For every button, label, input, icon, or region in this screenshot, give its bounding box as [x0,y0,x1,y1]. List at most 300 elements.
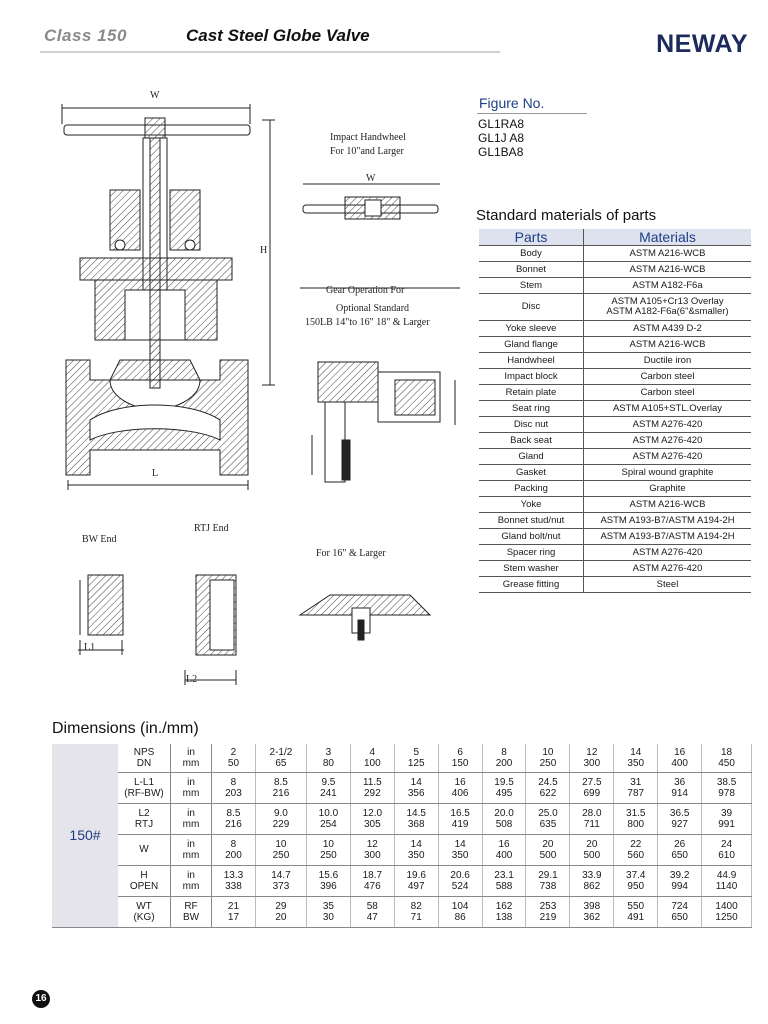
dimension-value-line: 82 [410,900,422,912]
dimension-value [438,803,482,834]
dimension-value [526,744,570,772]
dimension-value [614,772,658,803]
dimension-value-line: 978 [718,787,735,799]
dimension-value-line: 24 [720,838,733,850]
dimension-value-line: 18.7 [362,869,383,881]
part-material [584,294,752,321]
dimension-value-line: 950 [627,880,645,892]
dimension-value [526,896,570,927]
dimension-value-line: 14 [410,776,422,788]
dimension-value [482,896,526,927]
dimension-value-line: 86 [454,911,466,923]
dimension-value-line: 398 [583,900,601,912]
dimension-value [255,865,306,896]
part-material [584,577,752,593]
dimension-value-line: 14 [410,838,422,850]
dimension-value-line: 20.0 [494,807,514,819]
dimension-value-line: 8 [501,746,507,758]
dimension-label [118,803,171,834]
dimension-value [394,834,438,865]
dimension-value-line: 150 [451,757,469,769]
dimension-value [438,896,482,927]
figure-no-item: GL1J A8 [478,131,525,145]
part-name: Handwheel [479,353,584,369]
part-material [584,321,752,337]
dimension-label-line: NPS [133,746,155,758]
part-material [584,529,752,545]
part-material-line: ASTM A216-WCB [629,247,706,259]
dimension-value-line: 497 [407,880,425,892]
dimension-value-line: 24.5 [538,776,558,788]
part-material [584,497,752,513]
dimension-value-line: 47 [366,911,378,923]
dimension-label-line: OPEN [129,880,159,892]
dim-l2-label: L2 [186,674,198,685]
part-material-line: Ductile iron [643,354,692,366]
dimension-value-line: 8.5 [273,776,288,788]
dimension-value-line: 104 [451,900,469,912]
part-name: Stem washer [479,561,584,577]
part-name: Gland [479,449,584,465]
dimension-unit [171,834,212,865]
dimension-value-line: 16 [454,776,466,788]
dimension-value-line: 500 [539,849,557,861]
dimension-value [350,772,394,803]
dimension-value [350,803,394,834]
dimension-value [702,896,752,927]
materials-title: Standard materials of parts [476,207,657,224]
part-material-line: ASTM A276-420 [632,418,703,430]
dimension-value-line: 1250 [715,911,738,923]
dimension-value-line: 10 [542,746,554,758]
dimension-value-line: 6 [457,746,463,758]
dimension-value-line: 219 [539,911,557,923]
dimension-value-line: 787 [627,787,645,799]
part-name: Disc nut [479,417,584,433]
dimension-value-line: 305 [363,818,381,830]
materials-row [479,401,751,417]
materials-row [479,321,751,337]
materials-row [479,561,751,577]
part-name: Body [479,246,584,262]
dimension-value-line: 29.1 [538,869,558,881]
dimension-value-line: 419 [451,818,469,830]
dimension-unit [171,896,212,927]
dimension-value-line: 29 [275,900,287,912]
materials-row [479,433,751,449]
dimension-label-line: (RF-BW) [124,787,164,799]
dimension-value-line: 253 [539,900,557,912]
dimension-unit-line: in [187,807,195,819]
part-name: Bonnet stud/nut [479,513,584,529]
materials-row [479,278,751,294]
dimension-value-line: 495 [495,787,513,799]
dimension-value-line: 350 [407,849,425,861]
dimension-value-line: 699 [583,787,601,799]
dimension-value-line: 800 [627,818,645,830]
part-name: Grease fitting [479,577,584,593]
dimension-value-line: 17 [227,911,240,923]
dimension-value-line: 10 [322,838,334,850]
dimension-value [658,744,702,772]
part-material [584,417,752,433]
figure-no-item: GL1RA8 [478,117,525,131]
dimension-value-line: 14.5 [406,807,426,819]
part-material-line: ASTM A216-WCB [629,498,706,510]
dimension-value-line: 2-1/2 [269,746,293,758]
part-material [584,262,752,278]
dimension-value-line: 396 [320,880,337,892]
dimension-value-line: 16.5 [450,807,470,819]
dimension-value-line: 1400 [715,900,738,912]
dimension-value [212,772,256,803]
part-name: Bonnet [479,262,584,278]
dimension-label [118,744,171,772]
dimension-unit [171,865,212,896]
dimension-value [212,865,256,896]
dimension-value [255,744,306,772]
dimension-value-line: 36.5 [669,807,690,819]
dimension-unit [171,803,212,834]
dimension-value-line: 550 [627,900,645,912]
dimension-value [350,744,394,772]
dimension-unit-line: in [187,869,195,881]
parts-column-header: Parts [479,229,584,246]
part-name: Retain plate [479,385,584,401]
dimension-value-line: 26 [674,838,686,850]
dimension-value-line: 338 [225,880,242,892]
dimension-label-line: DN [136,757,152,769]
dimension-value [306,772,350,803]
materials-row [479,294,751,321]
dimension-value-line: 560 [627,849,645,861]
part-material [584,369,752,385]
part-material-line: Carbon steel [640,370,695,382]
dimension-value-line: 254 [320,818,337,830]
page-number: 16 [32,990,50,1008]
dimension-value-line: 250 [539,757,557,769]
dimension-value [255,896,306,927]
part-material [584,561,752,577]
dimension-value [658,834,702,865]
dimension-label-line: L2 [138,807,150,819]
dim-l-label: L [152,468,159,479]
dimension-value [438,865,482,896]
dimension-value-line: 71 [410,911,422,923]
dimension-value-line: 100 [363,757,381,769]
dimension-label-line: W [139,844,149,855]
gear-range-label: 150LB 14"to 16" 18" & Larger [305,317,430,328]
dimension-value-line: 1140 [715,880,738,892]
dimension-value [702,744,752,772]
dimensions-title: Dimensions (in./mm) [52,720,199,737]
dimension-value-line: 13.3 [223,869,244,881]
materials-row [479,369,751,385]
part-material-line: ASTM A193-B7/ASTM A194-2H [600,530,735,542]
dimension-value-line: 20.6 [450,869,470,881]
dimension-value [438,744,482,772]
dimension-value-line: 362 [583,911,601,923]
part-material-line: Graphite [649,482,686,494]
figure-no-title: Figure No. [479,95,545,111]
dimension-value-line: 373 [272,880,290,892]
dimension-value-line: 35 [322,900,334,912]
dimension-value-line: 8 [230,776,237,788]
dimension-label [118,865,171,896]
figure-no-rule [477,113,587,114]
part-material-line: Carbon steel [640,386,695,398]
part-material-line: ASTM A216-WCB [629,263,706,275]
part-material [584,337,752,353]
dimension-value-line: 12 [586,746,598,758]
dimension-value-line: 15.6 [318,869,339,881]
dimension-value [394,772,438,803]
dimension-value-line: 200 [495,757,513,769]
dimension-value-line: 33.9 [582,869,602,881]
dimension-value-line: 216 [272,787,290,799]
dimension-value-line: 406 [451,787,469,799]
materials-row [479,337,751,353]
dimension-value-line: 9.0 [273,807,288,819]
dimension-value-line: 36 [674,776,686,788]
dimension-label [118,834,171,865]
dimension-value [255,834,306,865]
materials-row [479,497,751,513]
dimension-label [118,772,171,803]
dimension-value [482,772,526,803]
dimension-value-line: 18 [720,746,733,758]
dimension-label-line: H [140,869,148,881]
dimension-value-line: 138 [495,911,513,923]
dimension-value-line: 216 [225,818,242,830]
part-material-line: Spiral wound graphite [621,466,714,478]
valve-section-view [62,104,275,490]
dimension-value-line: 862 [583,880,601,892]
dimension-value-line: 2 [230,746,237,758]
dimension-value [394,865,438,896]
dimension-unit [171,744,212,772]
dimension-value-line: 39.2 [669,869,690,881]
dimension-value-line: 229 [272,818,290,830]
dimension-value [614,896,658,927]
part-material-line: ASTM A182-F6a [632,279,703,291]
dimension-value-line: 524 [451,880,469,892]
dimension-value-line: 21 [227,900,240,912]
valve-drawing [0,80,470,720]
part-material [584,385,752,401]
dim-w-label: W [150,90,160,101]
materials-row [479,465,751,481]
materials-row [479,545,751,561]
figure-no-item: GL1BA8 [478,145,524,159]
part-material-line: ASTM A439 D-2 [633,322,702,334]
materials-row [479,577,751,593]
dimension-value-line: 14 [454,838,466,850]
part-material [584,481,752,497]
for-10-larger-label: For 10"and Larger [330,146,404,157]
dimension-value-line: 5 [413,746,419,758]
part-name: Seat ring [479,401,584,417]
materials-row [479,385,751,401]
dimension-value-line: 19.5 [494,776,514,788]
dimension-value-line: 610 [718,849,735,861]
part-material [584,545,752,561]
materials-row [479,262,751,278]
dimension-value-line: 162 [495,900,513,912]
part-material-line: ASTM A105+Cr13 Overlay [611,296,724,307]
header-title: Cast Steel Globe Valve [186,26,370,45]
dimension-value-line: 368 [407,818,425,830]
rtj-end-view [185,575,236,685]
dimension-value-line: 10.0 [318,807,339,819]
optional-standard-label: Optional Standard [336,303,410,314]
dimension-label-line: (KG) [133,911,155,923]
dimension-value [438,834,482,865]
dimension-value [570,896,614,927]
dimensions-row [52,744,752,772]
dimension-value-line: 450 [718,757,735,769]
bw-end-label: BW End [82,534,117,545]
dimension-value [482,834,526,865]
part-material [584,433,752,449]
dimension-unit-line: RF [184,900,198,912]
dimension-value-line: 203 [225,787,242,799]
dimension-label-line: RTJ [134,818,154,830]
dimension-value-line: 508 [495,818,513,830]
dimension-value-line: 80 [322,757,334,769]
part-material [584,246,752,262]
part-material-line: ASTM A216-WCB [629,338,706,350]
dimension-value [212,896,256,927]
dimension-value [702,803,752,834]
dimension-unit-line: mm [182,757,200,769]
dimension-value [526,865,570,896]
pressure-class-label: 150# [52,744,118,927]
dimension-value-line: 356 [407,787,425,799]
dimension-value [658,896,702,927]
dimension-value [570,744,614,772]
dimension-value-line: 27.5 [582,776,602,788]
dimension-value-line: 650 [671,849,688,861]
dimension-value-line: 400 [671,757,688,769]
part-material-line: ASTM A105+STL.Overlay [612,402,723,414]
dimension-value [394,803,438,834]
dimension-value [614,803,658,834]
dimension-value-line: 622 [539,787,557,799]
materials-column-header: Materials [584,229,752,246]
rtj-end-label: RTJ End [194,523,229,534]
header-rule [40,51,500,53]
dimension-unit-line: BW [182,911,200,923]
dimension-value [350,896,394,927]
dimension-value-line: 65 [275,757,287,769]
dimension-value [306,865,350,896]
part-name: Impact block [479,369,584,385]
dimension-value-line: 25.0 [538,807,558,819]
dimension-unit-line: mm [182,787,200,799]
dimension-unit-line: mm [182,880,200,892]
part-name: Gasket [479,465,584,481]
dimension-value [350,834,394,865]
dimension-value-line: 350 [451,849,469,861]
dim-h-label: H [260,245,268,256]
dimension-value [570,865,614,896]
dimension-value [394,744,438,772]
dimensions-table [52,744,752,928]
dimension-value-line: 28.0 [582,807,602,819]
dimension-label [118,896,171,927]
dimension-value [212,803,256,834]
dimensions-row [52,834,752,865]
dimensions-row [52,865,752,896]
part-name: Gland bolt/nut [479,529,584,545]
gear-operation-label: Gear Operation For [326,285,405,296]
dimension-value-line: 20 [586,838,598,850]
materials-table [479,229,751,593]
dimension-value-line: 476 [363,880,381,892]
dimension-value-line: 927 [671,818,688,830]
dimension-label-line: L-L1 [133,776,154,788]
dimension-value [658,772,702,803]
dimension-unit-line: mm [182,849,200,861]
dimension-value-line: 724 [671,900,688,912]
part-material [584,353,752,369]
materials-row [479,481,751,497]
impact-handwheel-label: Impact Handwheel [330,132,406,143]
dimension-value [482,744,526,772]
dimension-value-line: 711 [583,818,600,830]
dimension-value-line: 588 [495,880,513,892]
dimension-value-line: 31.5 [626,807,646,819]
dimension-value [350,865,394,896]
dimension-value [306,834,350,865]
dim-l1-label: L1 [84,642,96,653]
dimension-value-line: 31 [630,776,642,788]
dimension-value-line: 44.9 [716,869,737,881]
dimension-value-line: 10 [275,838,287,850]
dimension-unit-line: in [187,746,195,758]
dimension-value [306,744,350,772]
dimension-value [482,865,526,896]
part-name: Gland flange [479,337,584,353]
part-material [584,278,752,294]
dimension-value [306,896,350,927]
dimension-value [212,744,256,772]
dimension-value-line: 19.6 [406,869,426,881]
materials-row [479,417,751,433]
dimension-value-line: 9.5 [321,776,336,788]
dimension-value-line: 250 [272,849,290,861]
dimension-value-line: 23.1 [494,869,514,881]
part-name: Yoke [479,497,584,513]
part-name: Stem [479,278,584,294]
dim-w-small-label: W [366,173,376,184]
part-material-line: ASTM A276-420 [632,562,703,574]
dimension-value-line: 22 [630,838,642,850]
dimensions-row [52,772,752,803]
dimension-value-line: 500 [583,849,601,861]
dimension-value-line: 292 [363,787,381,799]
dimension-value-line: 200 [225,849,242,861]
part-material [584,401,752,417]
dimension-value [702,834,752,865]
dimension-value-line: 14.7 [271,869,291,881]
part-material-line: ASTM A193-B7/ASTM A194-2H [600,514,735,526]
dimension-value-line: 37.4 [626,869,646,881]
dimension-value-line: 991 [718,818,735,830]
dimension-value [482,803,526,834]
dimensions-row [52,803,752,834]
